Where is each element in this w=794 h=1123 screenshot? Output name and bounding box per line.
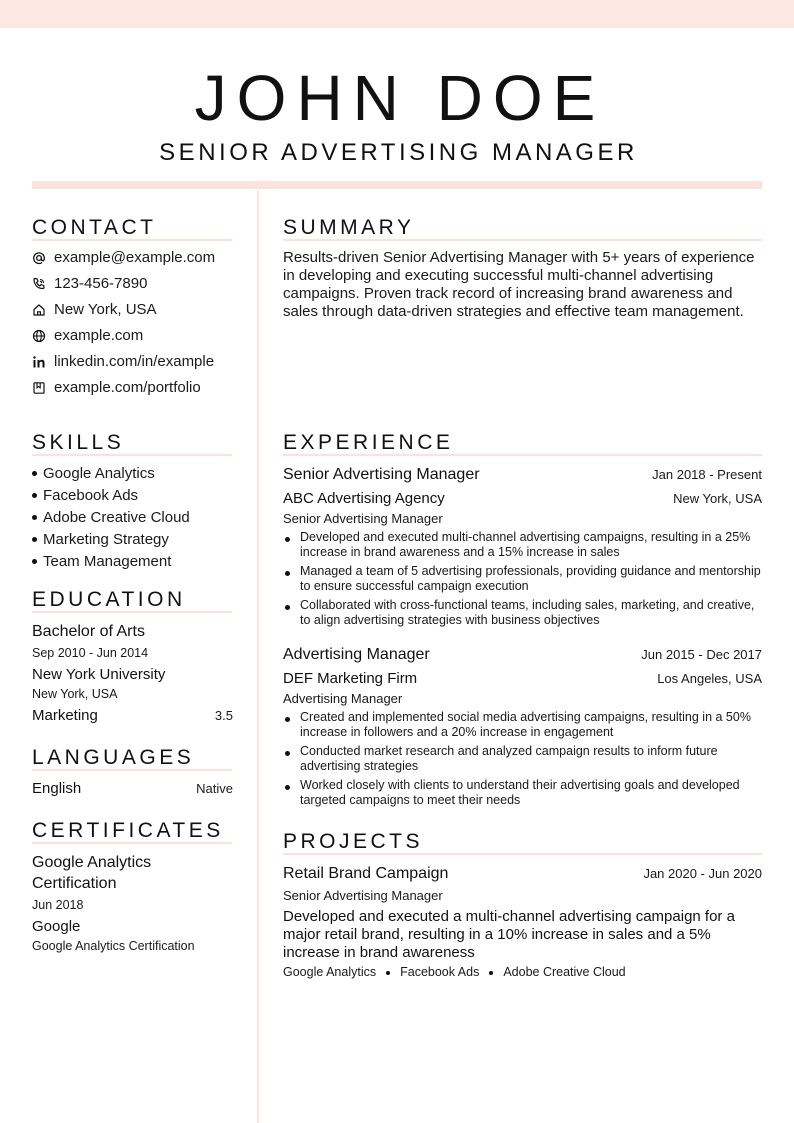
job-subtitle: Advertising Manager	[283, 691, 403, 706]
certificate-issuer: Google	[32, 918, 81, 935]
summary-heading-rule	[283, 239, 762, 241]
education-heading: EDUCATION	[32, 588, 186, 611]
summary-heading: SUMMARY	[283, 216, 415, 239]
skill-item: Marketing Strategy	[32, 531, 169, 549]
contact-location-text: New York, USA	[54, 301, 157, 318]
tag-separator-dot	[489, 971, 493, 975]
contact-heading-rule	[32, 239, 232, 241]
bullet-dot	[32, 493, 37, 498]
contact-website-text: example.com	[54, 327, 144, 344]
job-company: DEF Marketing Firm	[283, 670, 418, 687]
summary-text: Results-driven Senior Advertising Manager with 5+ years of experience in developing and executing successful multi-channel advertising campaigns. Proven track record of increasing brand awareness and sales through data-driven strategies and effective team management.	[283, 249, 755, 320]
contact-phone-text: 123-456-7890	[54, 275, 148, 292]
skill-item: Adobe Creative Cloud	[32, 509, 190, 527]
resume-job-title: SENIOR ADVERTISING MANAGER	[159, 139, 638, 166]
job-company: ABC Advertising Agency	[283, 490, 445, 507]
bullet-dot	[285, 605, 290, 610]
header-divider	[32, 181, 762, 189]
experience-heading-rule	[283, 454, 762, 456]
project-dates: Jan 2020 - Jun 2020	[643, 866, 762, 881]
job-bullet: Conducted market research and analyzed campaign results to inform future advertising strategies	[283, 744, 761, 774]
project-role: Senior Advertising Manager	[283, 888, 443, 903]
job-bullet: Managed a team of 5 advertising professionals, providing guidance and mentorship to ensure successful campaign execution	[283, 564, 761, 594]
certificates-heading-rule	[32, 842, 232, 844]
skill-item: Team Management	[32, 553, 171, 571]
contact-website[interactable]	[32, 326, 143, 346]
education-dates: Sep 2010 - Jun 2014	[32, 646, 149, 660]
bullet-dot	[285, 537, 290, 542]
contact-linkedin-text: linkedin.com/in/example	[54, 353, 215, 370]
project-description: Developed and executed a multi-channel advertising campaign for a major retail brand, resulting in a 10% increase in sales and a 5% increase in brand awareness	[283, 908, 735, 961]
skills-heading-rule	[32, 454, 232, 456]
skill-item: Google Analytics	[32, 465, 155, 483]
education-field: Marketing	[32, 707, 98, 724]
contact-linkedin[interactable]	[32, 352, 214, 372]
job-bullet: Created and implemented social media advertising campaigns, resulting in a 50% increase in followers and a 20% increase in engagement	[283, 710, 761, 740]
languages-heading: LANGUAGES	[32, 746, 195, 769]
contact-portfolio[interactable]	[32, 378, 201, 398]
projects-heading: PROJECTS	[283, 830, 424, 853]
linkedin-icon	[32, 355, 46, 369]
job-bullet: Worked closely with clients to understand their advertising goals and developed targeted campaigns to meet their needs	[283, 778, 761, 808]
job-subtitle: Senior Advertising Manager	[283, 511, 443, 526]
contact-email-text: example@example.com	[54, 249, 216, 266]
job-dates: Jan 2018 - Present	[652, 467, 762, 482]
education-heading-rule	[32, 611, 232, 613]
projects-heading-rule	[283, 853, 762, 855]
project-tag: Adobe Creative Cloud	[503, 965, 626, 979]
bullet-dot	[32, 471, 37, 476]
globe-icon	[32, 329, 46, 343]
certificate-name-line2: Certification	[32, 875, 117, 892]
education-gpa: 3.5	[214, 708, 233, 723]
bullet-dot	[32, 537, 37, 542]
job-bullet: Developed and executed multi-channel advertising campaigns, resulting in a 25% increase in brand awareness and a 15% increase in sales	[283, 530, 761, 560]
certificate-date: Jun 2018	[32, 898, 84, 912]
bullet-dot	[285, 571, 290, 576]
project-tag: Facebook Ads	[400, 965, 480, 979]
certificates-heading: CERTIFICATES	[32, 819, 224, 842]
phone-icon	[32, 277, 46, 291]
contact-portfolio-text: example.com/portfolio	[54, 379, 201, 396]
resume-name: JOHN DOE	[194, 62, 606, 134]
job-bullet: Collaborated with cross-functional teams, including sales, marketing, and creative, to align advertising strategies with business objectives	[283, 598, 761, 628]
language-level: Native	[196, 781, 233, 796]
at-icon	[32, 251, 46, 265]
skill-item: Facebook Ads	[32, 487, 138, 505]
project-tags	[283, 965, 626, 980]
certificate-description: Google Analytics Certification	[32, 939, 195, 953]
job-location: Los Angeles, USA	[657, 671, 762, 686]
top-accent-bar	[0, 0, 794, 28]
language-name: English	[32, 780, 82, 797]
tag-separator-dot	[386, 971, 390, 975]
home-icon	[32, 303, 46, 317]
contact-location	[32, 300, 157, 320]
bullet-dot	[285, 751, 290, 756]
education-degree: Bachelor of Arts	[32, 623, 145, 640]
skills-heading: SKILLS	[32, 431, 125, 454]
job-location: New York, USA	[673, 491, 762, 506]
contact-phone[interactable]	[32, 274, 147, 294]
bullet-dot	[285, 717, 290, 722]
job-dates: Jun 2015 - Dec 2017	[641, 647, 762, 662]
job-role: Senior Advertising Manager	[283, 466, 480, 483]
languages-heading-rule	[32, 769, 232, 771]
bullet-dot	[32, 515, 37, 520]
contact-email[interactable]	[32, 248, 215, 268]
contact-heading: CONTACT	[32, 216, 157, 239]
job-role: Advertising Manager	[283, 646, 430, 663]
certificate-name-line1: Google Analytics	[32, 854, 152, 871]
experience-heading: EXPERIENCE	[283, 431, 454, 454]
education-location: New York, USA	[32, 687, 118, 701]
project-tag: Google Analytics	[283, 965, 377, 979]
portfolio-icon	[32, 381, 46, 395]
education-school: New York University	[32, 666, 166, 683]
bullet-dot	[32, 559, 37, 564]
bullet-dot	[285, 785, 290, 790]
column-divider	[257, 190, 259, 1123]
project-name: Retail Brand Campaign	[283, 865, 449, 882]
